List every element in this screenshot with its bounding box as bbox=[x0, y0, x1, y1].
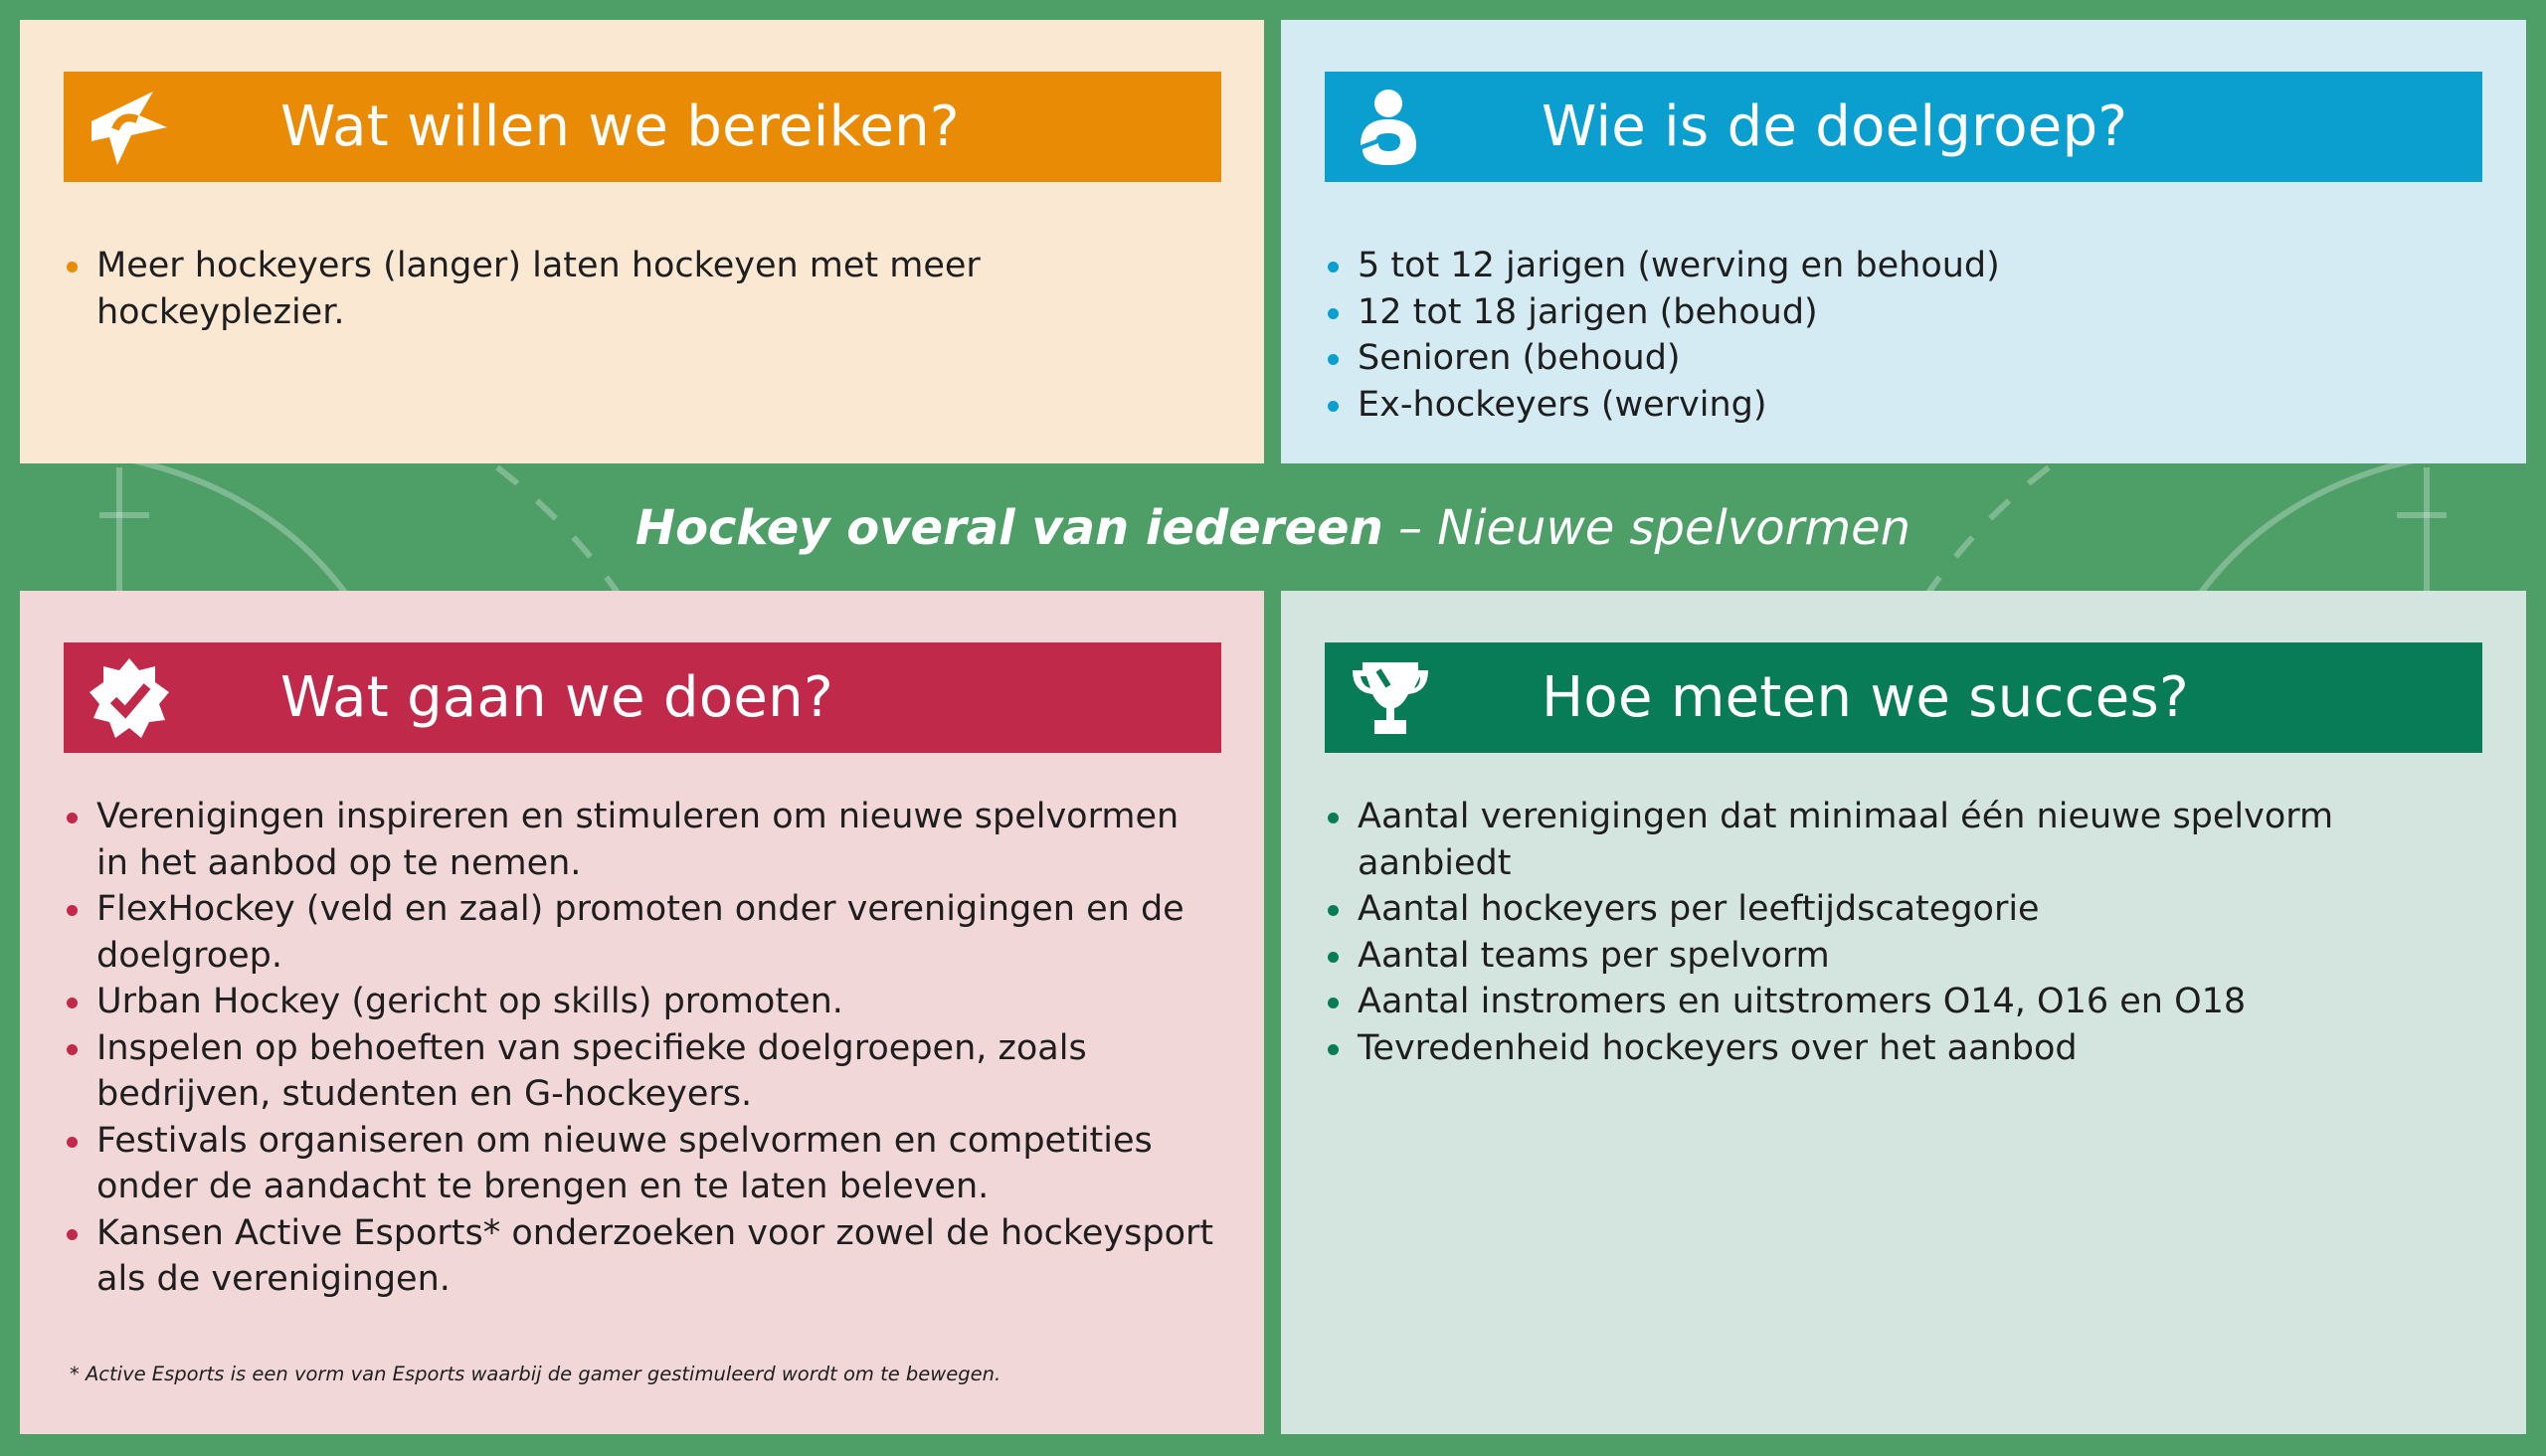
page-title: Hockey overal van iedereen – Nieuwe spelvormen bbox=[635, 500, 1911, 556]
list-item: Aantal teams per spelvorm bbox=[1325, 933, 2478, 980]
list-item: Senioren (behoud) bbox=[1325, 335, 2478, 382]
actions-title: Wat gaan we doen? bbox=[280, 665, 833, 730]
trophy-icon bbox=[1349, 656, 1432, 740]
success-list bbox=[1325, 794, 2478, 1071]
success-header bbox=[1325, 642, 2482, 753]
list-item: Ex-hockeyers (werving) bbox=[1325, 382, 2478, 429]
badge-check-icon bbox=[88, 656, 171, 740]
success-title: Hoe meten we succes? bbox=[1542, 665, 2189, 730]
audience-list bbox=[1325, 243, 2478, 428]
audience-title: Wie is de doelgroep? bbox=[1542, 94, 2128, 159]
list-item: Aantal hockeyers per leeftijdscategorie bbox=[1325, 886, 2478, 933]
actions-list bbox=[64, 794, 1217, 1303]
footnote: * Active Esports is een vorm van Esports waarbij de gamer gestimuleerd wordt om te bewegen. bbox=[70, 1363, 1001, 1385]
person-icon bbox=[1349, 86, 1432, 169]
audience-header bbox=[1325, 72, 2482, 182]
goal-list bbox=[64, 243, 1217, 335]
list-item: Urban Hockey (gericht op skills) promoten. bbox=[64, 979, 1217, 1025]
list-item: Meer hockeyers (langer) laten hockeyen met meer hockeyplezier. bbox=[64, 243, 1217, 335]
goal-panel bbox=[20, 20, 1264, 463]
list-item: Aantal verenigingen dat minimaal één nieuwe spelvorm aanbiedt bbox=[1325, 794, 2478, 886]
list-item: Aantal instromers en uitstromers O14, O16 en O18 bbox=[1325, 979, 2478, 1025]
list-item: FlexHockey (veld en zaal) promoten onder verenigingen en de doelgroep. bbox=[64, 886, 1217, 979]
audience-panel bbox=[1281, 20, 2526, 463]
list-item: Inspelen op behoeften van specifieke doelgroepen, zoals bedrijven, studenten en G-hockeyers. bbox=[64, 1025, 1217, 1118]
actions-header bbox=[64, 642, 1221, 753]
actions-panel bbox=[20, 591, 1264, 1434]
goal-header bbox=[64, 72, 1221, 182]
list-item: Festivals organiseren om nieuwe spelvormen en competities onder de aandacht te brengen en te laten beleven. bbox=[64, 1118, 1217, 1210]
goal-title: Wat willen we bereiken? bbox=[280, 94, 960, 159]
list-item: 5 tot 12 jarigen (werving en behoud) bbox=[1325, 243, 2478, 289]
list-item: 12 tot 18 jarigen (behoud) bbox=[1325, 289, 2478, 336]
list-item: Kansen Active Esports* onderzoeken voor zowel de hockeysport als de verenigingen. bbox=[64, 1210, 1217, 1303]
list-item: Tevredenheid hockeyers over het aanbod bbox=[1325, 1025, 2478, 1072]
success-panel bbox=[1281, 591, 2526, 1434]
pointer-icon bbox=[88, 86, 171, 169]
list-item: Verenigingen inspireren en stimuleren om nieuwe spelvormen in het aanbod op te nemen. bbox=[64, 794, 1217, 886]
